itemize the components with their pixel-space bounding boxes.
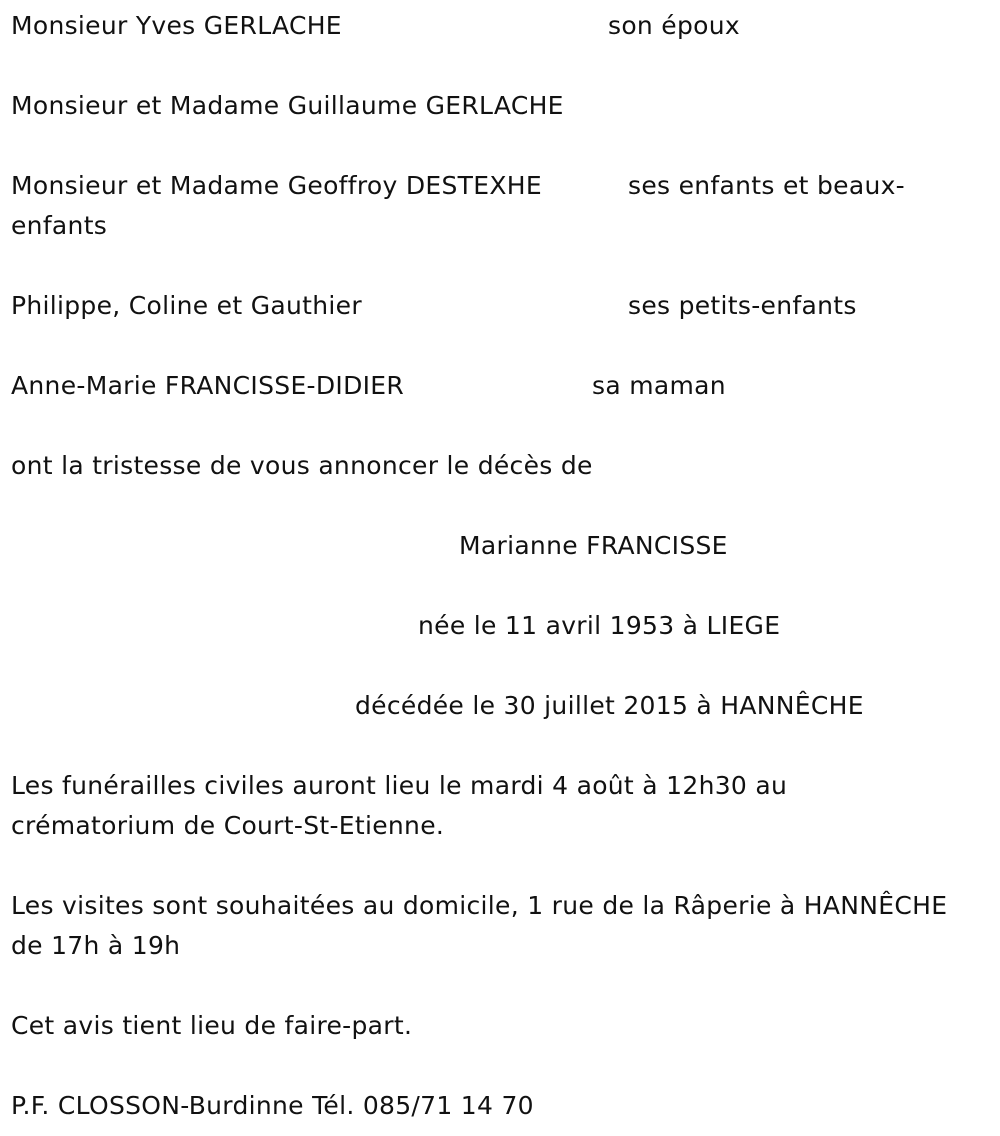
funeral-info-line-2: crématorium de Court-St-Etienne. [11,811,445,840]
family-role-4: ses petits-enfants [628,291,857,320]
family-role-3-continued: enfants [11,211,108,240]
visits-info-line-2: de 17h à 19h [11,931,181,960]
family-role-1: son époux [608,11,740,40]
family-name-2: Monsieur et Madame Guillaume GERLACHE [11,91,564,120]
deceased-birth: née le 11 avril 1953 à LIEGE [418,611,781,640]
family-name-1: Monsieur Yves GERLACHE [11,11,342,40]
family-role-3: ses enfants et beaux- [628,171,906,200]
deceased-name: Marianne FRANCISSE [459,531,728,560]
notice-text: Cet avis tient lieu de faire-part. [11,1011,413,1040]
deceased-death: décédée le 30 juillet 2015 à HANNÊCHE [355,691,864,720]
family-name-4: Philippe, Coline et Gauthier [11,291,362,320]
family-name-5: Anne-Marie FRANCISSE-DIDIER [11,371,405,400]
visits-info-line-1: Les visites sont souhaitées au domicile, 1 rue de la Râperie à HANNÊCHE [11,891,948,920]
family-name-3: Monsieur et Madame Geoffroy DESTEXHE [11,171,542,200]
funeral-home-contact: P.F. CLOSSON-Burdinne Tél. 085/71 14 70 [11,1091,534,1120]
announcement-text: ont la tristesse de vous annoncer le décès de [11,451,593,480]
family-role-5: sa maman [592,371,726,400]
funeral-info-line-1: Les funérailles civiles auront lieu le mardi 4 août à 12h30 au [11,771,788,800]
